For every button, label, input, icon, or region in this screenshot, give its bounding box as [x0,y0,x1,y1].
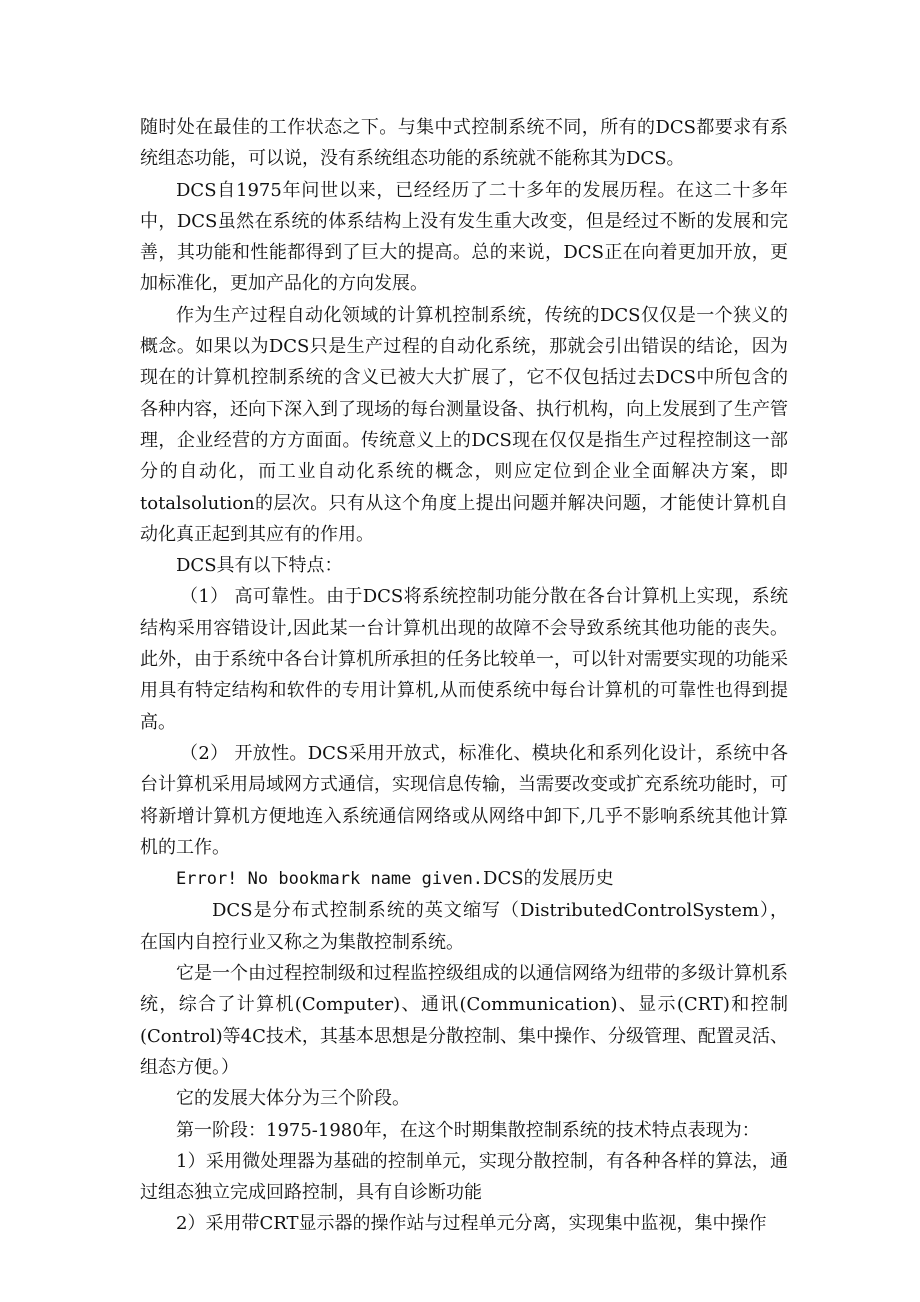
section-heading-title: DCS的发展历史 [483,868,614,890]
paragraph-feature-reliability: （1） 高可靠性。由于DCS将系统控制功能分散在各台计算机上实现，系统结构采用容错设计,因此某一台计算机出现的故障不会导致系统其他功能的丧失。此外，由于系统中各台计算机所承担的任务比较单一，可以针对需要实现的功能采用具有特定结构和软件的专用计算机,从而使系统中每台计算机的可靠性也得到提高。 [140,586,788,733]
paragraph-stage-one-item-2: 2）采用带CRT显示器的操作站与过程单元分离，实现集中监视，集中操作 [176,1213,767,1235]
document-body [140,112,788,1240]
paragraph-dcs-history-intro: DCS自1975年问世以来，已经经历了二十多年的发展历程。在这二十多年中，DCS虽然在系统的体系结构上没有发生重大改变，但是经过不断的发展和完善，其功能和性能都得到了巨大的提高。总的来说，DCS正在向着更加开放，更加标准化，更加产品化的方向发展。 [140,179,788,295]
paragraph-stage-one-item-1: 1）采用微处理器为基础的控制单元，实现分散控制，有各种各样的算法，通过组态独立完成回路控制，具有自诊断功能 [140,1150,788,1204]
paragraph-features-heading: DCS具有以下特点： [176,555,343,577]
paragraph-three-stages: 它的发展大体分为三个阶段。 [176,1088,410,1110]
paragraph-continuation: 随时处在最佳的工作状态之下。与集中式控制系统不同，所有的DCS都要求有系统组态功能，可以说，没有系统组态功能的系统就不能称其为DCS。 [140,117,788,170]
paragraph-feature-openness: （2） 开放性。DCS采用开放式，标准化、模块化和系列化设计，系统中各台计算机采用局域网方式通信，实现信息传输，当需要改变或扩充系统功能时，可将新增计算机方便地连入系统通信网络或从网络中卸下,几乎不影响系统其他计算机的工作。 [140,742,788,858]
section-heading-dcs-history [140,863,788,895]
paragraph-dcs-multilevel: 它是一个由过程控制级和过程监控级组成的以通信网络为纽带的多级计算机系统，综合了计算机(Computer)、通讯(Communication)、显示(CRT)和控制(Control)等4C技术，其基本思想是分散控制、集中操作、分级管理、配置灵活、组态方便。） [140,963,788,1078]
paragraph-dcs-definition: DCS是分布式控制系统的英文缩写（DistributedControlSystem），在国内自控行业又称之为集散控制系统。 [140,900,788,953]
bookmark-error-text: Error! No bookmark name given. [176,869,484,890]
paragraph-stage-one: 第一阶段：1975-1980年，在这个时期集散控制系统的技术特点表现为： [176,1119,760,1141]
paragraph-dcs-concept: 作为生产过程自动化领域的计算机控制系统，传统的DCS仅仅是一个狭义的概念。如果以为DCS只是生产过程的自动化系统，那就会引出错误的结论，因为现在的计算机控制系统的含义已被大大扩展了，它不仅包括过去DCS中所包含的各种内容，还向下深入到了现场的每台测量设备、执行机构，向上发展到了生产管理，企业经营的方方面面。传统意义上的DCS现在仅仅是指生产过程控制这一部分的自动化，而工业自动化系统的概念，则应定位到企业全面解决方案，即totalsolution的层次。只有从这个角度上提出问题并解决问题，才能使计算机自动化真正起到其应有的作用。 [140,304,788,545]
